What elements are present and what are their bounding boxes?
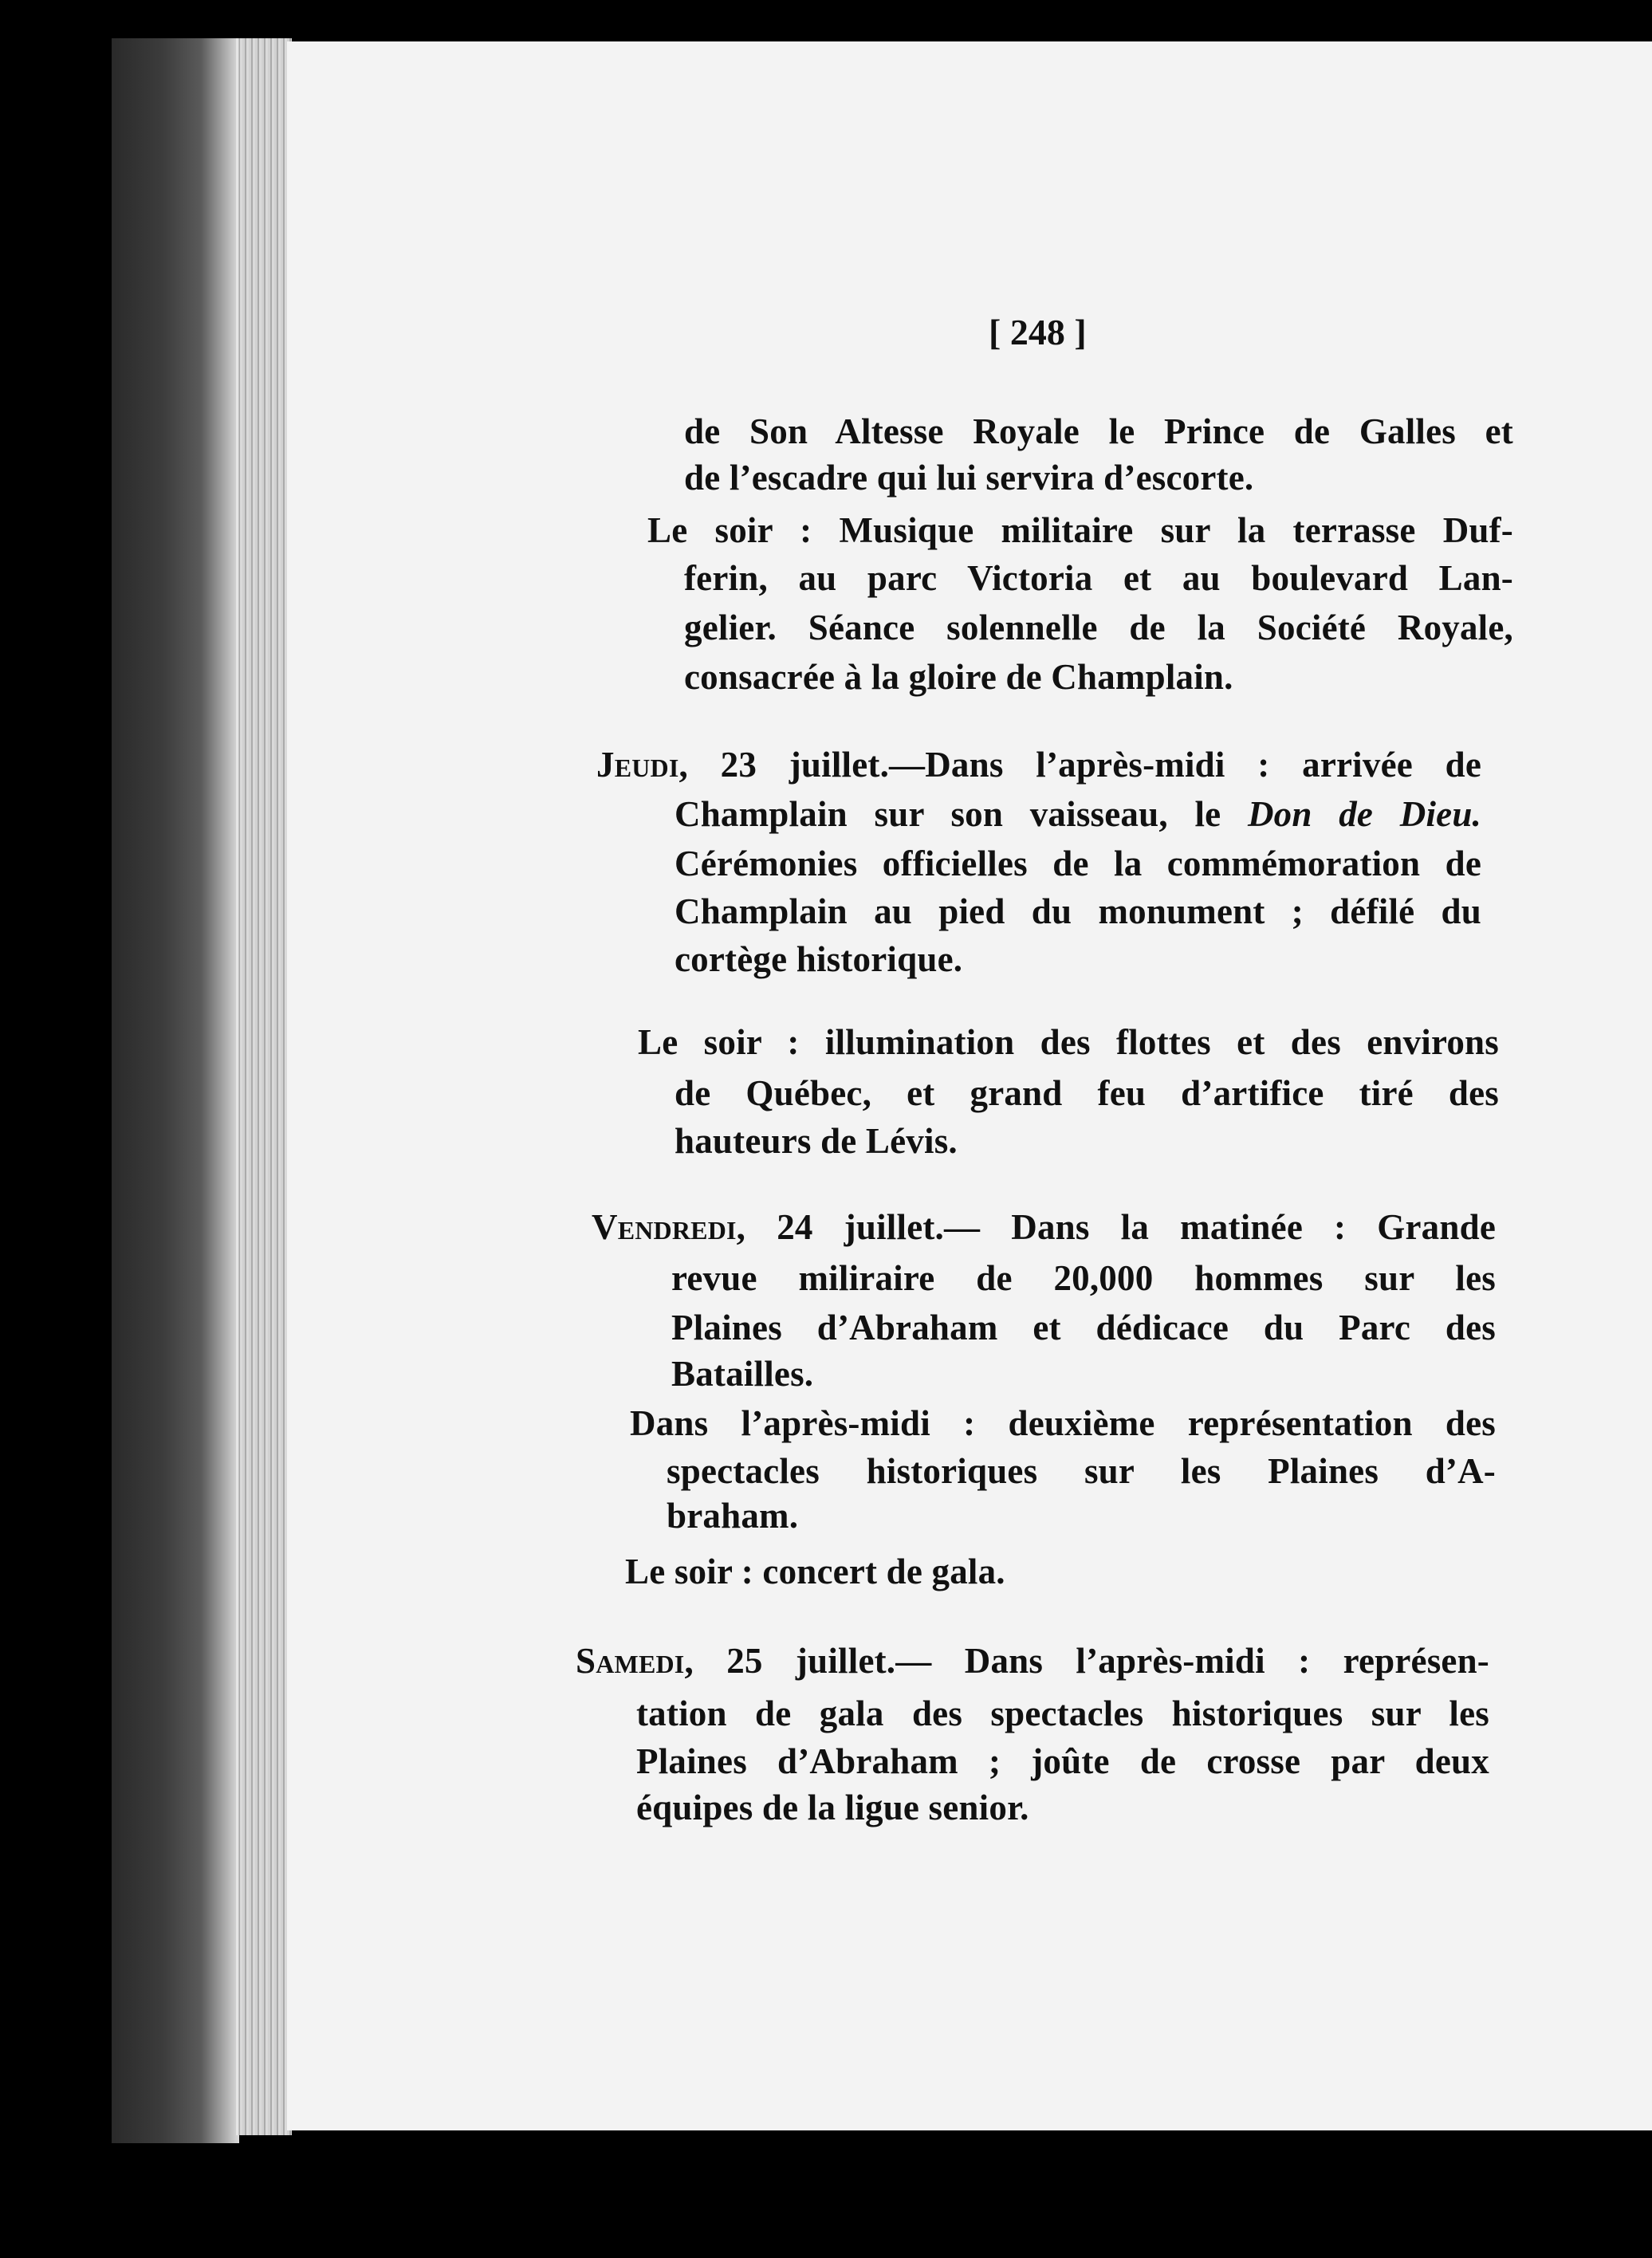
text-line	[675, 791, 1481, 837]
text-line: ferin, au parc Victoria et au boulevard Lan-	[684, 558, 1513, 598]
text-line: équipes de la ligue senior.	[636, 1788, 1029, 1827]
text-line: gelier. Séance solennelle de la Société Royale,	[684, 608, 1513, 647]
text-line: hauteurs de Lévis.	[675, 1121, 958, 1161]
entry-text: Champlain sur son vaisseau, le	[675, 794, 1221, 834]
text-line: Plaines d’Abraham ; joûte de crosse par deux	[636, 1741, 1489, 1781]
entry-text: 23 juillet.—Dans l’après-midi : arrivée de	[720, 745, 1481, 785]
book-spine-shadow	[112, 38, 239, 2143]
text-line: Le soir : Musique militaire sur la terrasse Duf-	[647, 510, 1513, 550]
entry-jeudi-line	[596, 742, 1481, 788]
page-edges	[236, 38, 292, 2135]
text-line: de l’escadre qui lui servira d’escorte.	[684, 458, 1254, 498]
text-line: Champlain au pied du monument ; défilé du	[675, 891, 1481, 931]
day-name: Vendredi,	[592, 1207, 746, 1247]
entry-text: 25 juillet.— Dans l’après-midi : représen-	[726, 1641, 1489, 1681]
entry-text: 24 juillet.— Dans la matinée : Grande	[777, 1207, 1497, 1247]
text-line: revue miliraire de 20,000 hommes sur les	[671, 1258, 1496, 1298]
text-line: consacrée à la gloire de Champlain.	[684, 657, 1233, 697]
text-line: Le soir : illumination des flottes et des environs	[638, 1022, 1499, 1062]
text-line: braham.	[667, 1496, 799, 1536]
ship-name: Don de Dieu.	[1247, 794, 1481, 834]
text-line: Dans l’après-midi : deuxième représentation des	[630, 1403, 1496, 1443]
day-name: Jeudi,	[596, 745, 688, 785]
entry-samedi-line	[576, 1638, 1489, 1684]
text-line: tation de gala des spectacles historiques sur les	[636, 1694, 1489, 1733]
text-line: spectacles historiques sur les Plaines d’A-	[667, 1451, 1496, 1491]
day-name: Samedi,	[576, 1641, 694, 1681]
text-line: cortège historique.	[675, 939, 963, 979]
text-line: de Québec, et grand feu d’artifice tiré des	[675, 1073, 1499, 1113]
text-line: de Son Altesse Royale le Prince de Galles et	[684, 411, 1513, 451]
text-line: Le soir : concert de gala.	[625, 1552, 1005, 1591]
entry-vendredi-line	[592, 1204, 1496, 1250]
text-line: Plaines d’Abraham et dédicace du Parc des	[671, 1308, 1496, 1347]
text-line: Batailles.	[671, 1354, 814, 1394]
page-number: [ 248 ]	[989, 312, 1087, 352]
text-line: Cérémonies officielles de la commémoration de	[675, 844, 1481, 883]
